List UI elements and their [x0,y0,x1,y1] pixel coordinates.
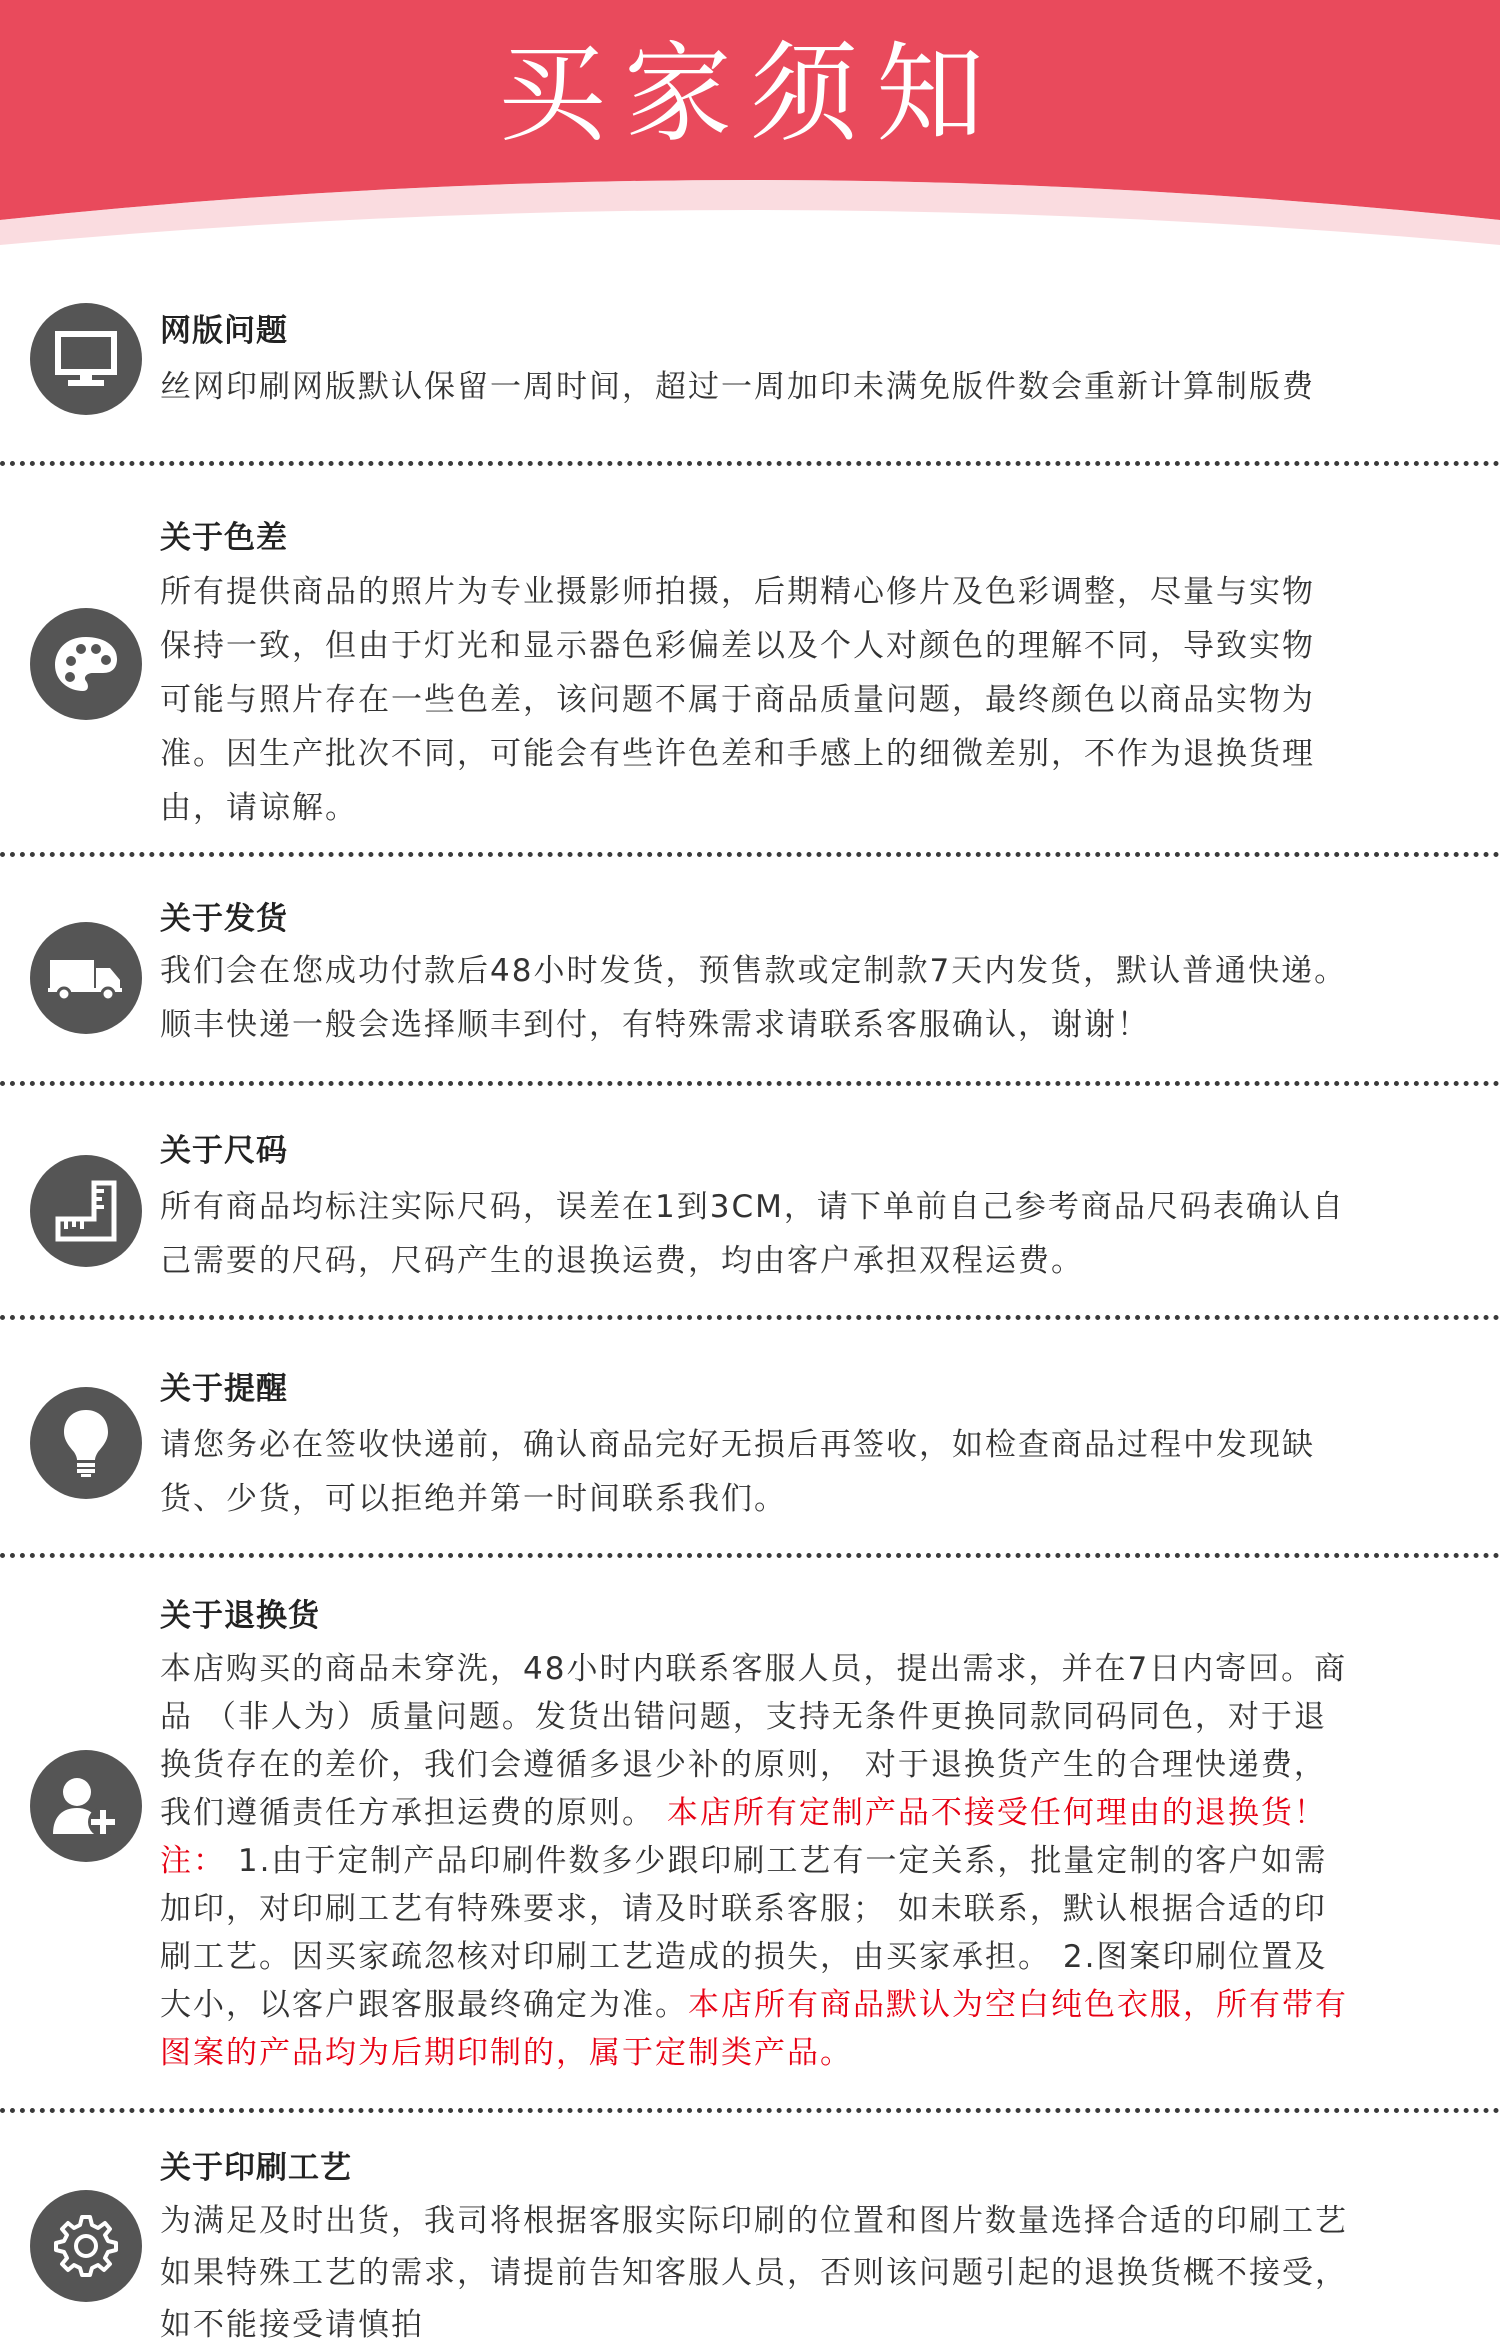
gear-icon [30,2190,142,2302]
section-title: 关于印刷工艺 [160,2150,352,2186]
section-title: 关于尺码 [160,1133,288,1169]
body-line: 刷工艺。因买家疏忽核对印刷工艺造成的损失，由买家承担。 2.图案印刷位置及 [160,1939,1328,1975]
body-line: 所有商品均标注实际尺码，误差在1到3CM，请下单前自己参考商品尺码表确认自 [160,1189,1345,1225]
section-title: 关于退换货 [160,1598,320,1634]
body-line: 换货存在的差价，我们会遵循多退少补的原则， 对于退换货产生的合理快递费， [160,1747,1327,1783]
body-line: 品 （非人为）质量问题。发货出错问题，支持无条件更换同款同码同色，对于退 [160,1699,1327,1735]
section-title: 网版问题 [160,313,288,349]
section-body [160,2195,1460,2351]
body-line [160,1837,1460,1885]
body-line: 本店购买的商品未穿洗，48小时内联系客服人员，提出需求，并在7日内寄回。商 [160,1651,1348,1687]
section-body [160,1645,1460,2077]
body-line: 顺丰快递一般会选择顺丰到付，有特殊需求请联系客服确认，谢谢！ [160,1007,1150,1043]
note-label: 注： [160,1843,226,1879]
body-line: 可能与照片存在一些色差，该问题不属于商品质量问题，最终颜色以商品实物为 [160,682,1315,718]
body-line [160,1789,1460,1837]
body-line: 我们会在您成功付款后48小时发货，预售款或定制款7天内发货，默认普通快递。 [160,953,1348,989]
divider [0,2108,1500,2113]
body-text: 1.由于定制产品印刷件数多少跟印刷工艺有一定关系，批量定制的客户如需 [226,1843,1328,1879]
section-body [160,944,1460,1052]
section-body [160,1180,1460,1288]
header-banner [0,0,1500,250]
section-body [160,362,1460,412]
body-line: 货、少货，可以拒绝并第一时间联系我们。 [160,1481,787,1517]
truck-icon [30,922,142,1034]
body-line: 准。因生产批次不同，可能会有些许色差和手感上的细微差别，不作为退换货理 [160,736,1315,772]
ruler-icon [30,1155,142,1267]
body-line: 加印，对印刷工艺有特殊要求，请及时联系客服； 如未联系，默认根据合适的印 [160,1891,1327,1927]
body-line [160,1981,1460,2029]
body-line: 如果特殊工艺的需求，请提前告知客服人员，否则该问题引起的退换货概不接受， [160,2255,1348,2291]
lightbulb-icon [30,1387,142,1499]
section-title: 关于发货 [160,901,288,937]
body-line: 请您务必在签收快递前，确认商品完好无损后再签收，如检查商品过程中发现缺 [160,1427,1315,1463]
body-line: 由，请谅解。 [160,790,358,826]
body-line: 所有提供商品的照片为专业摄影师拍摄，后期精心修片及色彩调整，尽量与实物 [160,574,1315,610]
red-notice: 本店所有定制产品不接受任何理由的退换货！ [666,1795,1327,1831]
body-text: 我们遵循责任方承担运费的原则。 [160,1795,667,1831]
section-body [160,1418,1460,1526]
divider [0,1081,1500,1086]
body-line: 如不能接受请慎拍 [160,2307,424,2343]
divider [0,1315,1500,1320]
body-line: 为满足及时出货，我司将根据客服实际印刷的位置和图片数量选择合适的印刷工艺 [160,2203,1348,2239]
body-text: 大小，以客户跟客服最终确定为准。 [160,1987,688,2023]
divider [0,1553,1500,1558]
body-line: 保持一致，但由于灯光和显示器色彩偏差以及个人对颜色的理解不同，导致实物 [160,628,1315,664]
section-title: 关于色差 [160,520,288,556]
red-notice: 本店所有商品默认为空白纯色衣服，所有带有 [688,1987,1348,2023]
body-line: 己需要的尺码，尺码产生的退换运费，均由客户承担双程运费。 [160,1243,1084,1279]
palette-icon [30,608,142,720]
section-title: 关于提醒 [160,1371,288,1407]
section-body [160,565,1460,835]
divider [0,852,1500,857]
red-notice: 图案的产品均为后期印制的，属于定制类产品。 [160,2035,853,2071]
add-user-icon [30,1750,142,1862]
page-title: 买家须知 [497,32,1002,157]
divider [0,461,1500,466]
monitor-icon [30,303,142,415]
body-line: 丝网印刷网版默认保留一周时间，超过一周加印未满免版件数会重新计算制版费 [160,369,1315,405]
